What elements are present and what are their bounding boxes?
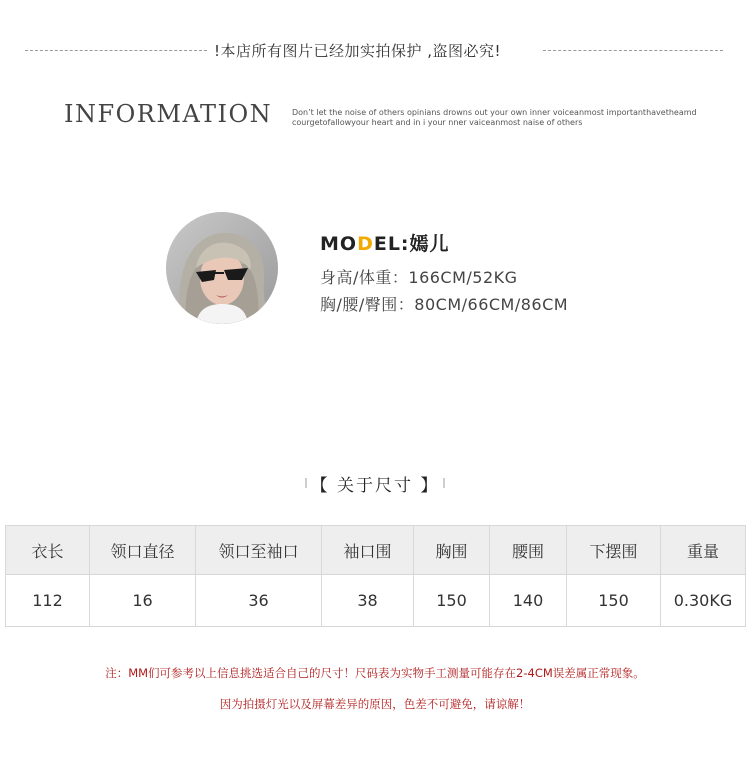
model-height-weight: 身高/体重：166CM/52KG xyxy=(320,268,518,287)
size-title-text: 【 关于尺寸 】 xyxy=(307,476,444,496)
size-table xyxy=(5,525,746,627)
information-description: Don’t let the noise of others opinians drowns out your own inner voiceanmost importanthavetheamd courgetofallowyour heart and in i your nner vaiceanmost naise of others xyxy=(292,108,697,127)
table-cell: 150 xyxy=(567,575,661,627)
model-photo xyxy=(166,212,278,324)
model-avatar xyxy=(166,212,278,324)
size-section-title xyxy=(305,471,445,496)
table-cell: 112 xyxy=(6,575,90,627)
notice-text: !本店所有图片已经加实拍保护 ,盗图必究! xyxy=(214,42,502,60)
information-heading: INFORMATION xyxy=(64,100,273,128)
copyright-notice xyxy=(0,38,750,62)
table-header-row xyxy=(6,526,746,575)
table-cell: 38 xyxy=(322,575,414,627)
header-cell: 下摆围 xyxy=(567,526,661,575)
table-cell: 0.30KG xyxy=(661,575,746,627)
table-row xyxy=(6,575,746,627)
model-label-post: EL: xyxy=(373,233,410,255)
size-note: 注：MM们可参考以上信息挑选适合自己的尺寸！尺码表为实物手工测量可能存在2-4CM误差属正常现象。 xyxy=(105,666,645,680)
model-measurements: 胸/腰/臀围：80CM/66CM/86CM xyxy=(320,295,569,314)
table-cell: 16 xyxy=(90,575,196,627)
model-label-pre: MO xyxy=(320,233,358,255)
header-cell: 重量 xyxy=(661,526,746,575)
model-name xyxy=(320,229,450,256)
divider-left xyxy=(25,50,207,51)
divider-right xyxy=(543,50,723,51)
table-cell: 150 xyxy=(414,575,490,627)
header-cell: 领口直径 xyxy=(90,526,196,575)
header-cell: 腰围 xyxy=(490,526,567,575)
header-cell: 胸围 xyxy=(414,526,490,575)
color-note: 因为拍摄灯光以及屏幕差异的原因，色差不可避免，请谅解！ xyxy=(219,697,531,711)
table-cell: 140 xyxy=(490,575,567,627)
header-cell: 领口至袖口 xyxy=(196,526,322,575)
model-name-value: 嫣儿 xyxy=(409,233,450,255)
header-cell: 袖口围 xyxy=(322,526,414,575)
model-label-accent: D xyxy=(357,233,374,255)
header-cell: 衣长 xyxy=(6,526,90,575)
table-cell: 36 xyxy=(196,575,322,627)
